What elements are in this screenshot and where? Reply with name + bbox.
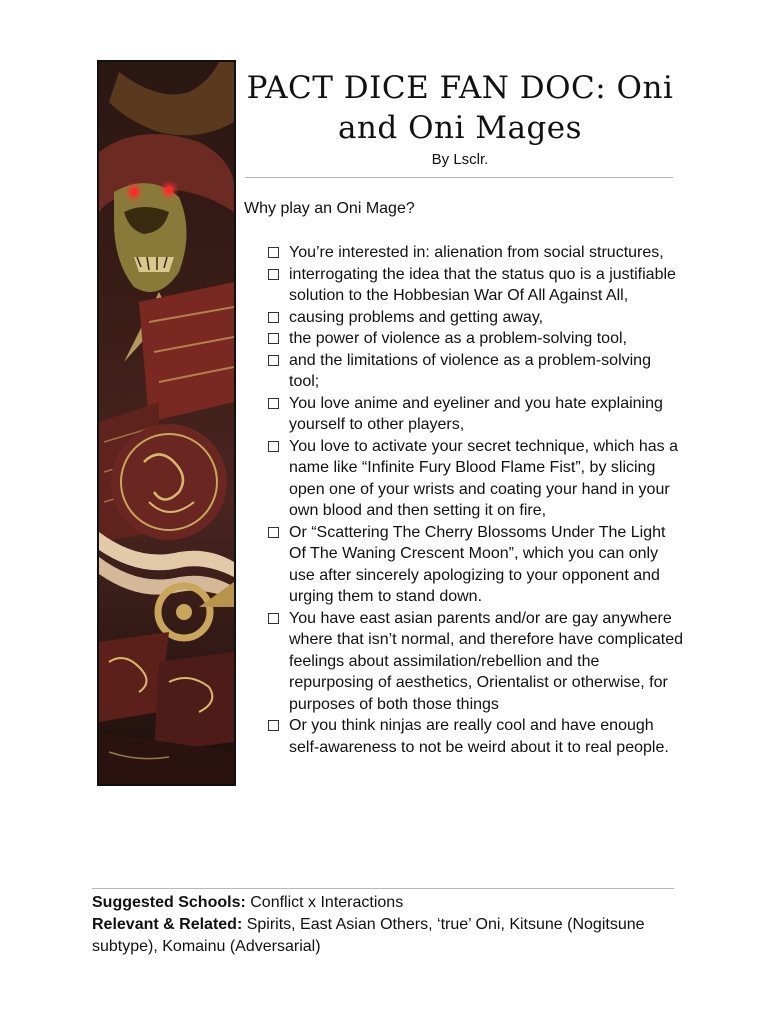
checkbox-icon[interactable] [268,441,279,452]
checklist-item[interactable] [268,242,683,264]
checklist-item-text: interrogating the idea that the status quo is a justifiable solution to the Hobbesian War Of All Against All, [289,265,676,304]
schools-label: Suggested Schools: [92,894,246,911]
checklist-item[interactable] [268,522,683,608]
section-question: Why play an Oni Mage? [244,200,415,217]
oni-armor-art [99,62,234,784]
schools-value: Conflict x Interactions [245,894,404,911]
checklist-item[interactable] [268,350,683,393]
checklist-item-text: and the limitations of violence as a problem-solving tool; [289,351,651,390]
checklist-item[interactable] [268,608,683,716]
checkbox-icon[interactable] [268,269,279,280]
checklist-item-text: the power of violence as a problem-solving tool, [289,330,627,347]
checklist-item[interactable] [268,715,683,758]
checklist-item-text: You have east asian parents and/or are gay anywhere where that isn’t normal, and therefore have complicated feelings about assimilation/rebellion and the repurposing of aesthetics, Orientalist or otherwise, for purposes of both those things [289,609,683,713]
checklist-item-text: causing problems and getting away, [289,308,544,326]
checklist-item[interactable] [268,264,683,307]
checkbox-icon[interactable] [268,247,279,258]
checkbox-icon[interactable] [268,613,279,624]
checklist-item[interactable] [268,393,683,436]
relevant-related [92,914,692,958]
checklist-item[interactable] [268,436,683,522]
related-value: Spirits, East Asian Others, ‘true’ Oni, Kitsune (Nogitsune subtype), Komainu (Adversarial) [92,916,645,955]
checkbox-icon[interactable] [268,333,279,344]
checklist-item[interactable] [268,307,683,329]
checkbox-icon[interactable] [268,527,279,538]
document-title: PACT DICE FAN DOC: Oni and Oni Mages [246,70,674,146]
checkbox-icon[interactable] [268,720,279,731]
byline: By Lsclr. [431,151,489,168]
header-divider [245,177,673,178]
checklist-item-text: You love anime and eyeliner and you hate explaining yourself to other players, [289,394,663,433]
checklist-item-text: Or “Scattering The Cherry Blossoms Under The Light Of The Waning Crescent Moon”, which you can only use after sincerely apologizing to your opponent and urging them to stand down. [289,523,666,605]
checkbox-icon[interactable] [268,355,279,366]
checkbox-icon[interactable] [268,398,279,409]
related-label: Relevant & Related: [92,916,243,933]
checklist-item-text: Or you think ninjas are really cool and have enough self-awareness to not be weird about it to real people. [289,717,669,756]
checklist-item-text: You love to activate your secret technique, which has a name like “Infinite Fury Blood Flame Fist”, by slicing open one of your wrists and coating your hand in your own blood and then setting it on fire, [289,437,678,519]
footer-info [92,892,692,958]
checklist-item[interactable] [268,328,683,350]
checklist-item-text: You’re interested in: alienation from social structures, [289,244,664,261]
checkbox-icon[interactable] [268,312,279,323]
footer-divider [92,888,674,889]
suggested-schools [92,892,692,914]
checklist [268,242,683,758]
oni-armor-illustration [97,60,236,786]
